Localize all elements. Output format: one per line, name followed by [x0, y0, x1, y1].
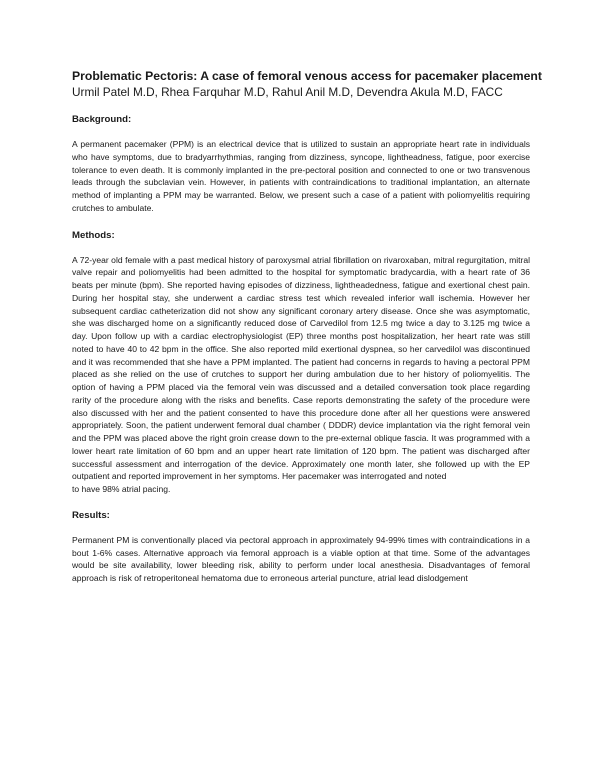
background-paragraph: A permanent pacemaker (PPM) is an electrical device that is utilized to sustain an appropriate heart rate in individuals who have symptoms, due to bradyarrhythmias, ranging from dizziness, syncope, lightheadness, fatigue, poor exercise tolerance to even death. It is commonly implanted in the pre-pectoral position and connected to one or two transvenous leads through the subclavian vein. However, in patients with contraindications to traditional implantation, an alternate method of implanting a PPM may be warranted. Below, we present such a case of a patient with poliomyelitis requiring crutches to ambulate.	[72, 139, 530, 213]
methods-heading: Methods:	[72, 229, 115, 241]
methods-section-body	[72, 254, 530, 496]
methods-paragraph-tail: to have 98% atrial pacing.	[72, 484, 171, 494]
results-heading: Results:	[72, 509, 110, 521]
author-list: Urmil Patel M.D, Rhea Farquhar M.D, Rahul Anil M.D, Devendra Akula M.D, FACC	[72, 85, 503, 99]
methods-paragraph: A 72-year old female with a past medical history of paroxysmal atrial fibrillation on rivaroxaban, mitral regurgitation, mitral valve repair and poliomyelitis had been admitted to the hospital for symptomatic bradycardia, with a heart rate of 36 beats per minute (bpm). She reported having episodes of dizziness, lightheadedness, fatigue and exertional chest pain. During her hospital stay, she underwent a cardiac stress test which revealed inferior wall ischemia. However her subsequent cardiac catheterization did not show any significant coronary artery disease. Once she was asymptomatic, she was discharged home on a significantly reduced dose of Carvedilol from 12.5 mg twice a day to 3.125 mg twice a day. Upon follow up with a cardiac electrophysiologist (EP) three months post hospitalization, her heart rate was still noted to have 40 to 42 bpm in the office. She also reported mild exertional dyspnea, so her carvedilol was discontinued and it was recommended that she have a PPM implanted. The patient had concerns in regards to having a pectoral PPM placed as she relied on the use of crutches to support her during ambulation due to her history of poliomyelitis. The option of having a PPM placed via the femoral vein was discussed and a detailed conversation took place regarding rarity of the procedure along with the risks and benefits. Case reports demonstrating the safety of the procedure were also discussed with her and the patient consented to have this procedure done after all her questions were answered appropriately. Soon, the patient underwent femoral dual chamber ( DDDR) device implantation via the right femoral vein and the PPM was placed above the right groin crease down to the pre-external oblique fascia. It was programmed with a lower heart rate limitation of 60 bpm and an upper heart rate limitation of 120 bpm. The patient was discharged after successful assessment and interrogation of the device. Approximately one month later, she followed up with the EP outpatient and reported improvement in her symptoms. Her pacemaker was interrogated and noted	[72, 254, 530, 482]
results-paragraph: Permanent PM is conventionally placed via pectoral approach in approximately 94-99% times with contraindications in a bout 1-6% cases. Alternative approach via femoral approach is a viable option at that time. Some of the advantages would be site availability, lower bleeding risk, ability to perform under local anesthesia. Disadvantages of femoral approach is risk of retroperitoneal hematoma due to erroneous arterial puncture, atrial lead dislodgement	[72, 534, 530, 583]
background-heading: Background:	[72, 114, 132, 125]
paper-title: Problematic Pectoris: A case of femoral venous access for pacemaker placement	[72, 69, 542, 83]
document-page	[72, 68, 542, 585]
